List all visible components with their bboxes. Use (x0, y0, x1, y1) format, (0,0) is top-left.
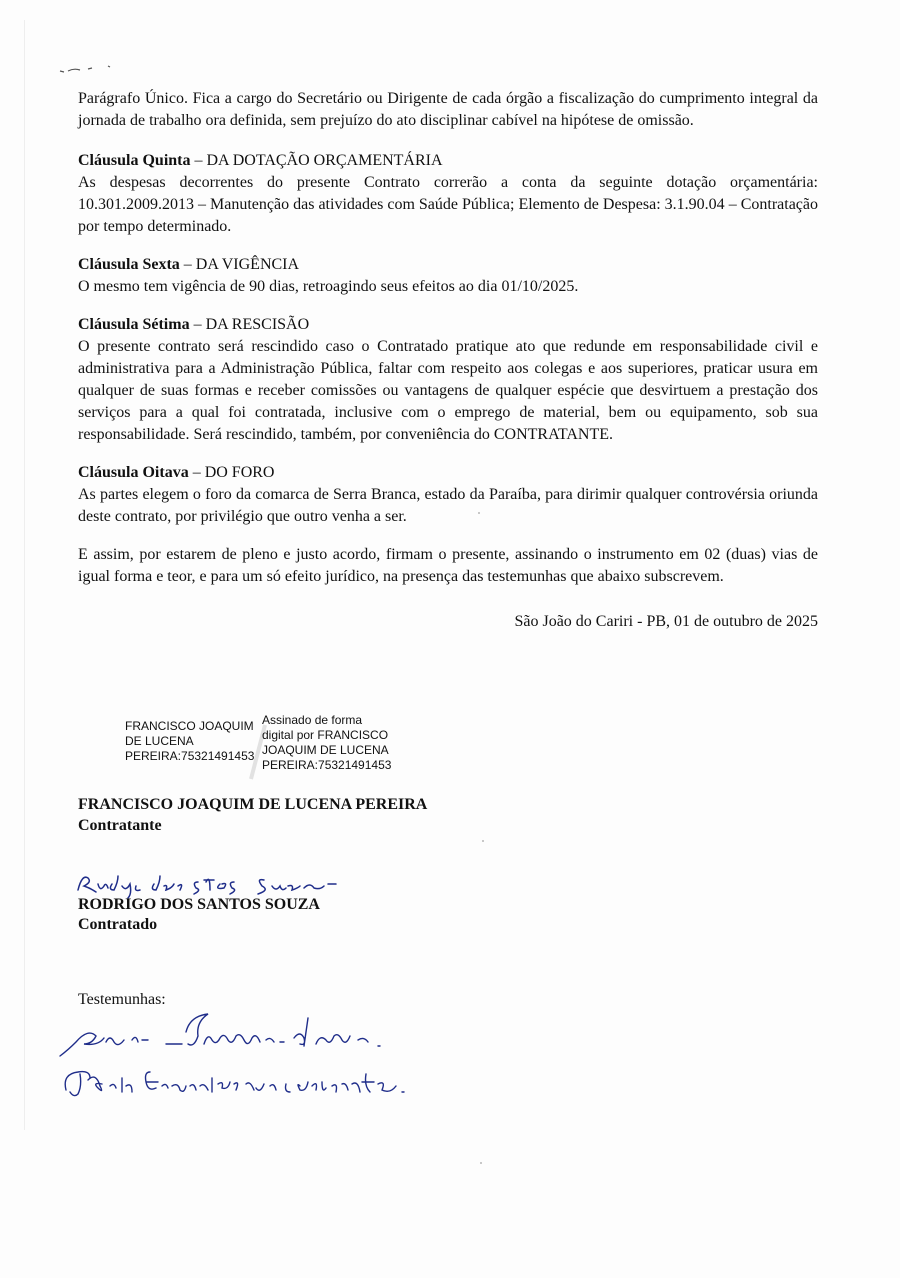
clausula-title: – DO FORO (188, 464, 275, 481)
clausula-oitava-body: As partes elegem o foro da comarca de Serra Branca, estado da Paraíba, para dirimir qualquer controvérsia oriunda deste contrato, por privilégio que outro venha a ser. (78, 486, 818, 525)
scan-speck (482, 840, 484, 842)
document-body (78, 88, 818, 588)
signer-line: DE LUCENA (125, 734, 194, 748)
clausula-label: Cláusula Sexta (78, 256, 180, 273)
witness-signature-1 (58, 1002, 398, 1060)
clausula-sexta-body: O mesmo tem vigência de 90 dias, retroagindo seus efeitos ao dia 01/10/2025. (78, 278, 579, 295)
clausula-setima-heading (78, 314, 818, 336)
contratado-role: Contratado (78, 916, 158, 933)
signer-line: PEREIRA:75321491453 (125, 749, 255, 763)
contratado-name: RODRIGO DOS SANTOS SOUZA (78, 896, 320, 913)
digital-signature-stamp (125, 713, 425, 783)
paragrafo-unico: Parágrafo Único. Fica a cargo do Secretário ou Dirigente de cada órgão a fiscalização do cumprimento integral da jornada de trabalho ora definida, sem prejuízo do ato disciplinar cabível na hipótese de omissão. (78, 90, 818, 129)
clausula-label: Cláusula Oitava (78, 464, 189, 481)
clausula-oitava-heading (78, 462, 818, 484)
details-line: digital por FRANCISCO (262, 728, 389, 742)
details-line: PEREIRA:75321491453 (262, 758, 392, 772)
clausula-label: Cláusula Sétima (78, 316, 190, 333)
scan-mark-decoration (58, 62, 114, 76)
clausula-title: – DA RESCISÃO (189, 316, 310, 333)
signer-line: FRANCISCO JOAQUIM (125, 719, 254, 733)
clausula-setima-body: O presente contrato será rescindido caso o Contratado pratique ato que redunde em responsabilidade civil e administrativa para a Administração Pública, faltar com respeito aos colegas e aos superiores, praticar usura em qualquer de suas formas e receber comissões ou vantagens de qualquer espécie que desvirtuem a prestação dos serviços para a qual foi contratada, inclusive com o emprego de material, bem ou equipamento, sob sua responsabilidade. Será rescindido, também, por conveniência do CONTRATANTE. (78, 338, 818, 443)
details-line: Assinado de forma (262, 713, 363, 727)
place-date: São João do Cariri - PB, 01 de outubro de 2025 (514, 613, 818, 630)
digital-signature-details (262, 713, 422, 773)
clausula-label: Cláusula Quinta (78, 152, 191, 169)
contratante-name: FRANCISCO JOAQUIM DE LUCENA PEREIRA (78, 796, 428, 813)
scan-speck (478, 512, 480, 514)
clausula-title: – DA DOTAÇÃO ORÇAMENTÁRIA (190, 152, 443, 169)
details-line: JOAQUIM DE LUCENA (262, 743, 389, 757)
scan-edge (24, 20, 25, 1130)
clausula-title: – DA VIGÊNCIA (179, 256, 300, 273)
scan-speck (480, 1162, 482, 1164)
clausula-quinta-heading (78, 150, 818, 172)
closing-paragraph: E assim, por estarem de pleno e justo acordo, firmam o presente, assinando o instrumento em 02 (duas) vias de igual forma e teor, e para um só efeito jurídico, na presença das testemunhas que abaixo subscrevem. (78, 546, 818, 585)
witness-signature-2 (60, 1064, 430, 1102)
testemunhas-label: Testemunhas: (78, 991, 166, 1008)
contratante-role: Contratante (78, 817, 162, 834)
clausula-quinta-body: As despesas decorrentes do presente Contrato correrão a conta da seguinte dotação orçamentária: 10.301.2009.2013 – Manutenção das atividades com Saúde Pública; Elemento de Despesa: 3.1.90.04 – Contratação por tempo determinado. (78, 174, 818, 235)
clausula-sexta-heading (78, 254, 818, 276)
digital-signature-signer (125, 719, 265, 764)
